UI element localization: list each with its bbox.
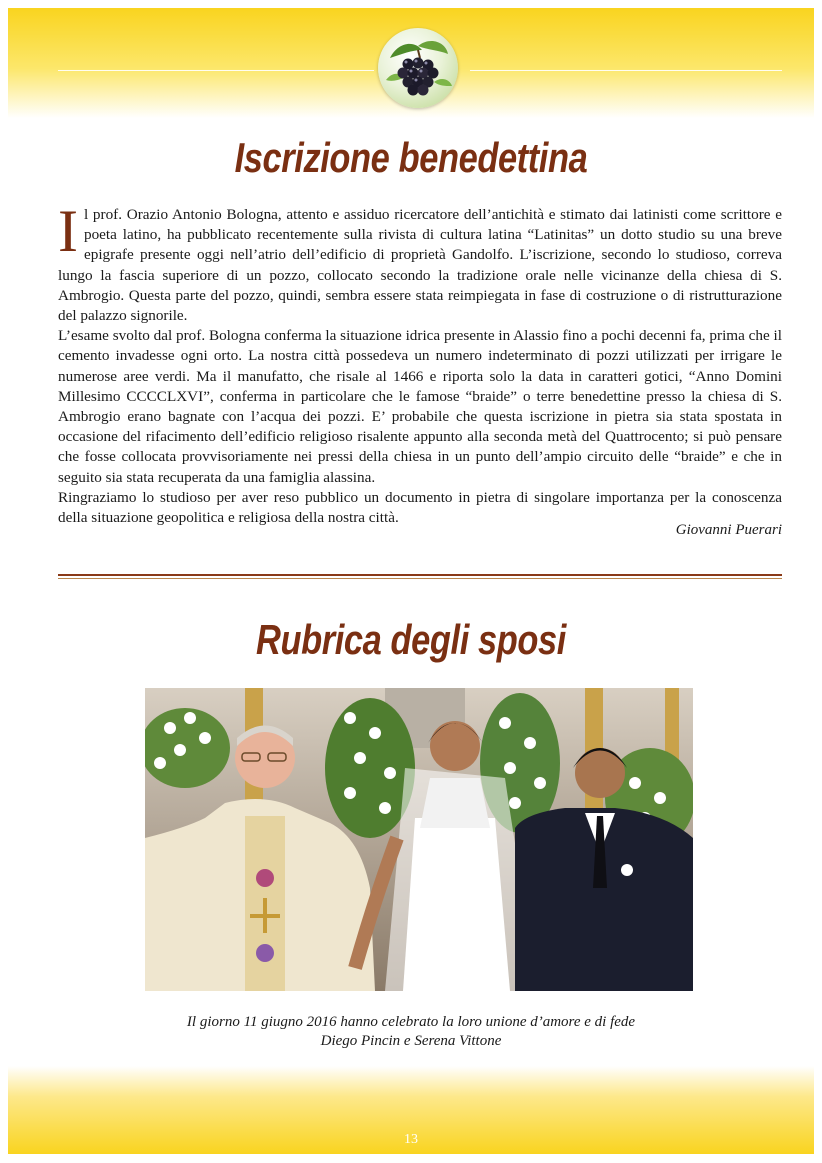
photo-caption-line-1: Il giorno 11 giugno 2016 hanno celebrato la loro unione d’amore e di fede xyxy=(186,1014,636,1030)
article-title-iscrizione: Iscrizione benedettina xyxy=(234,134,588,181)
wedding-photo xyxy=(145,688,693,991)
header-divider-left xyxy=(58,70,374,71)
section-divider xyxy=(58,574,782,576)
article-paragraph-1 xyxy=(58,198,782,326)
paragraph-1-text: l prof. Orazio Antonio Bologna, attento e assiduo ricercatore dell’antichità e stimato dai latinisti come scrittore e poeta latino, ha pubblicato recentemente sulla rivista di cultura latina “Latinitas” un dotto studio su una breve epigrafe presente oggi nell’atrio dell’edificio di proprietà Gandolfo. L’iscrizione, secondo lo studioso, correva lungo la fascia superiore di un pozzo, collocato secondo la tradizione orale nelle vicinanze della chiesa di S. Ambrogio. Questa parte del pozzo, quindi, sembra essere stata reimpiegata in fase di costruzione o di ristrutturazione del palazzo signorile. xyxy=(58,206,782,325)
article-paragraph-2: L’esame svolto dal prof. Bologna conferma la situazione idrica presente in Alassio fino a pochi decenni fa, prima che il cemento invadesse ogni orto. La nostra città possedeva un numero indeterminato di pozzi utilizzati per irrigare le numerose aree verdi. Ma il manufatto, che risale al 1466 e riporta solo la data in caratteri gotici, “Anno Domini Millesimo CCCCLXVI”, conferma in particolare che le famose “braide” o terre benedettine presso la chiesa di S. Ambrogio erano bagnate con l’acqua dei pozzi. E’ probabile che questa iscrizione in pietra sia stata spostata in occasione del rifacimento dell’edificio religioso risalente appunto alla seconda metà del Quattrocento; si può pensare che fosse collocata provvisoriamente nei pressi della chiesa in un punto dell’ampio circuito delle “braide” e che in seguito sia stata recuperata da una famiglia alassina. xyxy=(58,327,782,486)
section-divider-accent xyxy=(58,578,782,579)
article-title-sposi: Rubrica degli sposi xyxy=(256,616,566,663)
page-number: 13 xyxy=(404,1132,418,1147)
grapes-icon xyxy=(378,28,458,108)
article-body xyxy=(58,198,782,528)
article-paragraph-3: Ringraziamo lo studioso per aver reso pubblico un documento in pietra di singolare importanza per la conoscenza della situazione geopolitica e religiosa della nostra città. xyxy=(58,488,782,527)
drop-cap: I xyxy=(58,198,78,264)
article-author: Giovanni Puerari xyxy=(675,522,782,538)
photo-caption-line-2: Diego Pincin e Serena Vittone xyxy=(320,1033,502,1049)
header-divider-right xyxy=(470,70,782,71)
